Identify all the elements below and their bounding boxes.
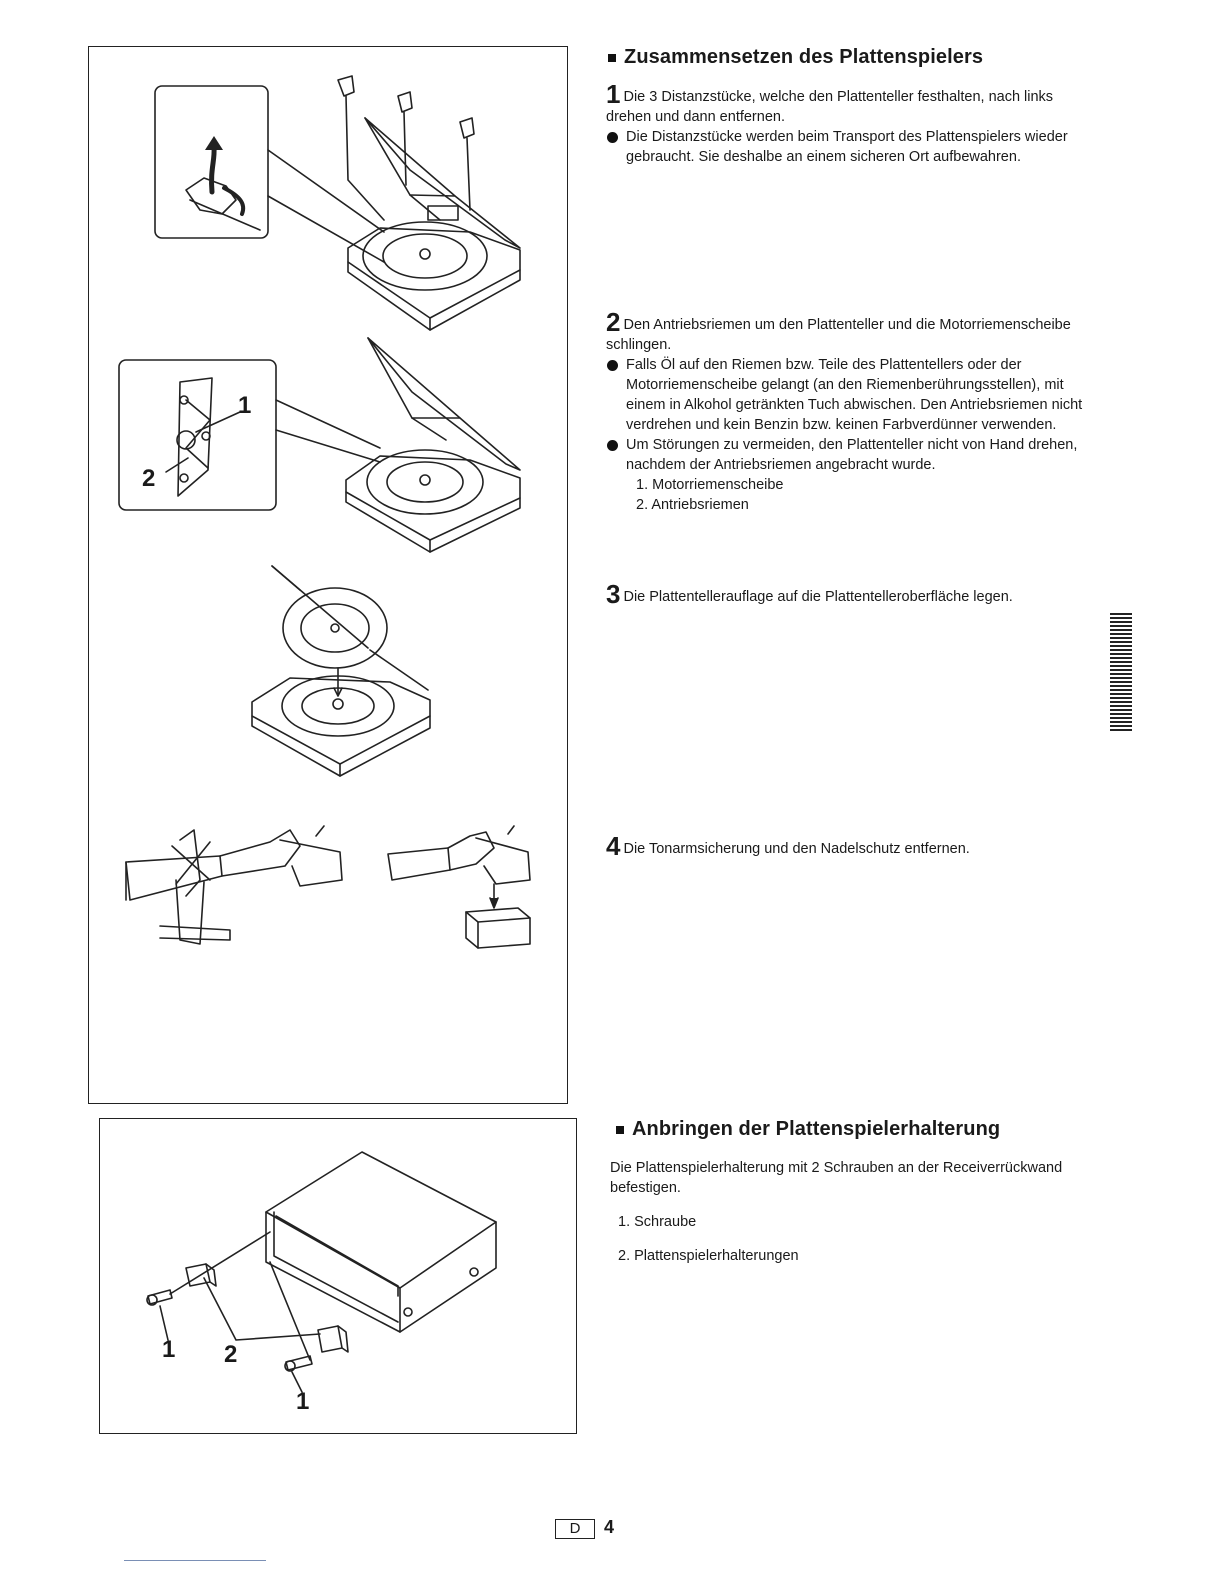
step-text: Die Tonarmsicherung und den Nadelschutz entfernen. [623,841,970,857]
bullet-dot-icon [607,132,618,143]
step-note: Die Distanzstücke werden beim Transport des Plattenspielers wieder gebraucht. Sie deshalbe an einem sicheren Ort aufbewahren. [606,127,1092,167]
step-number: 2 [606,307,621,337]
section-assembly-heading [606,46,1092,69]
step-number: 3 [606,579,621,609]
step-1 [606,79,1092,167]
figure-drive-belt [119,338,520,552]
bullet-dot-icon [607,440,618,451]
square-bullet-icon [608,54,616,62]
step-3 [606,579,1092,609]
step-2 [606,307,1092,515]
section-bracket-heading [614,1118,1100,1141]
bracket-instructions: Die Plattenspielerhalterung mit 2 Schrauben an der Receiverrückwand befestigen. [610,1160,1063,1196]
figure-tonearm [126,826,530,948]
list-item: 1. Motorriemenscheibe [636,477,784,493]
footer-rule [124,1560,266,1561]
language-box: D [555,1519,595,1539]
list-item: 2. Plattenspielerhalterungen [618,1248,799,1264]
label-motor-pulley: 1 [238,392,252,419]
step-text: Die 3 Distanzstücke, welche den Plattenteller festhalten, nach links drehen und dann entfernen. [606,89,1054,125]
list-item: 2. Antriebsriemen [636,497,749,513]
figure-receiver-bracket [147,1152,496,1392]
label-drive-belt: 2 [142,465,156,492]
square-bullet-icon [616,1126,624,1134]
section-title: Anbringen der Plattenspielerhalterung [614,1118,1100,1141]
step-number: 1 [606,79,621,109]
step-text: Den Antriebsriemen um den Plattenteller und die Motorriemenscheibe schlingen. [606,317,1071,353]
label-bracket: 2 [224,1341,238,1368]
step-number: 4 [606,831,621,861]
bullet-dot-icon [607,360,618,371]
page-number: 4 [604,1517,615,1537]
figure-platter-mat [252,566,430,776]
step-note: Falls Öl auf den Riemen bzw. Teile des Plattentellers oder der Motorriemenscheibe gelangt (an den Riemenberührungsstellen), mit einem in Alkohol getränkten Tuch abwischen. Den Antriebsriemen nicht verdrehen und kein Benzin bzw. keinen Farbverdünner verwenden. [606,355,1092,435]
list-item: 1. Schraube [618,1214,697,1230]
figure-transport-screws [155,76,520,330]
section-title: Zusammensetzen des Plattenspielers [606,46,1092,69]
step-text: Die Plattentellerauflage auf die Plattentelleroberfläche legen. [623,589,1013,605]
label-screw-b: 1 [296,1388,310,1415]
step-4 [606,831,1092,861]
margin-barcode [1110,613,1132,737]
label-screw-a: 1 [162,1336,176,1363]
rotate-arrow-icon [212,148,215,192]
step-note: Um Störungen zu vermeiden, den Plattenteller nicht von Hand drehen, nachdem der Antriebsriemen angebracht wurde. [606,435,1092,475]
